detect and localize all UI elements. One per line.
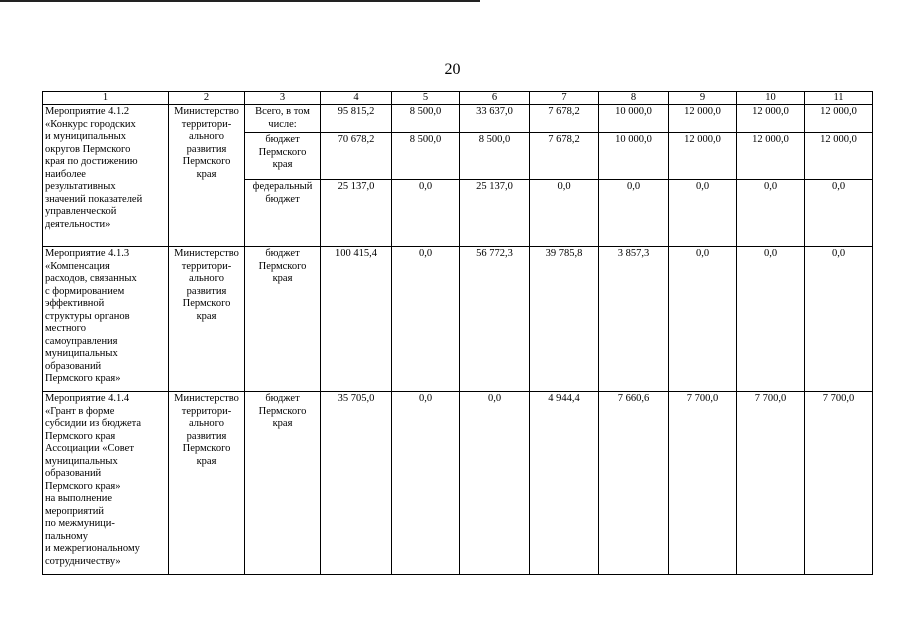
- amount-cell: 35 705,0: [321, 392, 392, 575]
- amount-cell: 12 000,0: [737, 105, 805, 133]
- amount-cell: 0,0: [805, 180, 873, 247]
- responsible-line: территори-: [181, 260, 232, 272]
- funding-source-line: Пермского: [258, 260, 307, 272]
- activity-name-line: деятельности»: [45, 218, 111, 230]
- amount-cell: 12 000,0: [669, 133, 737, 180]
- activity-name-line: и межрегиональному: [45, 543, 140, 554]
- amount-cell: 8 500,0: [460, 133, 530, 180]
- responsible-line: Пермского: [182, 156, 231, 167]
- funding-source-line: Всего, в том: [255, 106, 310, 117]
- activity-name-line: Пермского края»: [45, 373, 121, 384]
- activity-name-line: по межмуници-: [45, 518, 115, 529]
- responsible-line: Министерство: [174, 393, 239, 404]
- responsible-line: края: [196, 168, 217, 180]
- responsible-line: Пермского: [182, 298, 231, 309]
- funding-source-line: бюджет: [265, 248, 300, 259]
- amount-cell: 10 000,0: [599, 133, 669, 180]
- responsible-cell: [169, 392, 245, 575]
- page-top-border: [0, 0, 480, 2]
- table-row: [43, 392, 873, 575]
- activity-name-line: результативных: [45, 181, 116, 192]
- amount-cell: 0,0: [392, 247, 460, 392]
- responsible-line: развития: [186, 143, 227, 155]
- amount-cell: 0,0: [737, 247, 805, 392]
- activity-name-cell: [43, 247, 169, 392]
- page-number: 20: [444, 61, 461, 78]
- funding-source-cell: [245, 392, 321, 575]
- amount-cell: 8 500,0: [392, 105, 460, 133]
- responsible-line: развития: [186, 430, 227, 442]
- activity-name-line: с формированием: [45, 285, 125, 297]
- activity-name-line: наиболее: [45, 168, 86, 180]
- column-header: 6: [460, 92, 530, 105]
- funding-source-line: Пермского: [258, 405, 307, 417]
- amount-cell: 95 815,2: [321, 105, 392, 133]
- activity-name-line: Пермского края»: [45, 480, 121, 492]
- amount-cell: 0,0: [530, 180, 599, 247]
- funding-source-cell: [245, 105, 321, 133]
- responsible-line: Пермского: [182, 443, 231, 454]
- column-header: 1: [43, 92, 169, 105]
- activity-name-line: местного: [45, 323, 86, 334]
- amount-cell: 7 700,0: [669, 392, 737, 575]
- funding-source-line: края: [272, 418, 293, 429]
- amount-cell: 0,0: [737, 180, 805, 247]
- activity-name-line: значений показателей: [45, 193, 143, 205]
- amount-cell: 100 415,4: [321, 247, 392, 392]
- amount-cell: 56 772,3: [460, 247, 530, 392]
- amount-cell: 8 500,0: [392, 133, 460, 180]
- funding-source-line: числе:: [268, 118, 297, 130]
- amount-cell: 33 637,0: [460, 105, 530, 133]
- activity-name-line: Ассоциации «Совет: [45, 443, 134, 454]
- header-row: [43, 92, 873, 105]
- column-header: 3: [245, 92, 321, 105]
- funding-source-line: бюджет: [265, 393, 300, 404]
- activity-name-line: Мероприятие 4.1.2: [45, 106, 130, 117]
- amount-cell: 0,0: [669, 247, 737, 392]
- amount-cell: 7 660,6: [599, 392, 669, 575]
- activity-name-line: эффективной: [45, 298, 105, 309]
- amount-cell: 39 785,8: [530, 247, 599, 392]
- responsible-line: края: [196, 310, 217, 322]
- activity-name-line: округов Пермского: [45, 143, 131, 155]
- funding-source-cell: [245, 180, 321, 247]
- activity-name-line: управленческой: [45, 206, 117, 217]
- responsible-line: ального: [189, 273, 224, 284]
- activity-name-line: структуры органов: [45, 310, 130, 322]
- amount-cell: 4 944,4: [530, 392, 599, 575]
- column-header: 10: [737, 92, 805, 105]
- funding-source-line: Пермского: [258, 146, 307, 158]
- amount-cell: 10 000,0: [599, 105, 669, 133]
- activity-name-line: «Компенсация: [45, 260, 110, 272]
- funding-source-line: края: [272, 159, 293, 170]
- amount-cell: 7 678,2: [530, 105, 599, 133]
- amount-cell: 0,0: [392, 392, 460, 575]
- column-header: 7: [530, 92, 599, 105]
- column-header: 2: [169, 92, 245, 105]
- activity-name-line: сотрудничеству»: [45, 555, 121, 567]
- amount-cell: 25 137,0: [321, 180, 392, 247]
- responsible-line: ального: [189, 418, 224, 429]
- activity-name-line: образований: [45, 360, 102, 372]
- funding-source-line: бюджет: [265, 193, 300, 205]
- funding-source-line: федеральный: [252, 181, 313, 192]
- activity-name-line: и муниципальных: [45, 131, 126, 142]
- funding-source-line: бюджет: [265, 134, 300, 145]
- activity-name-line: Мероприятие 4.1.4: [45, 393, 130, 404]
- responsible-line: Министерство: [174, 248, 239, 259]
- amount-cell: 0,0: [599, 180, 669, 247]
- funding-source-line: края: [272, 273, 293, 284]
- amount-cell: 7 678,2: [530, 133, 599, 180]
- responsible-cell: [169, 105, 245, 247]
- amount-cell: 0,0: [669, 180, 737, 247]
- amount-cell: 70 678,2: [321, 133, 392, 180]
- column-header: 4: [321, 92, 392, 105]
- amount-cell: 25 137,0: [460, 180, 530, 247]
- table-row: [43, 105, 873, 133]
- column-header: 8: [599, 92, 669, 105]
- responsible-line: ального: [189, 131, 224, 142]
- responsible-cell: [169, 247, 245, 392]
- activity-name-line: муниципальных: [45, 348, 118, 359]
- amount-cell: 3 857,3: [599, 247, 669, 392]
- activity-name-line: мероприятий: [45, 505, 104, 517]
- column-header: 9: [669, 92, 737, 105]
- responsible-line: территори-: [181, 405, 232, 417]
- responsible-line: развития: [186, 285, 227, 297]
- amount-cell: 12 000,0: [669, 105, 737, 133]
- responsible-line: Министерство: [174, 106, 239, 117]
- activity-name-line: расходов, связанных: [45, 273, 137, 284]
- responsible-line: территори-: [181, 118, 232, 130]
- activity-name-line: субсидии из бюджета: [45, 418, 142, 429]
- activity-name-line: Мероприятие 4.1.3: [45, 248, 130, 259]
- activity-name-line: муниципальных: [45, 455, 118, 467]
- activity-name-line: пальному: [45, 530, 88, 542]
- amount-cell: 0,0: [805, 247, 873, 392]
- funding-source-cell: [245, 247, 321, 392]
- table-row: [43, 247, 873, 392]
- amount-cell: 12 000,0: [737, 133, 805, 180]
- activity-name-cell: [43, 392, 169, 575]
- funding-source-cell: [245, 133, 321, 180]
- column-header: 5: [392, 92, 460, 105]
- activity-name-line: образований: [45, 468, 102, 479]
- activity-name-line: на выполнение: [45, 493, 113, 504]
- column-header: 11: [805, 92, 873, 105]
- amount-cell: 0,0: [392, 180, 460, 247]
- activity-name-line: «Грант в форме: [45, 405, 115, 417]
- activity-name-line: Пермского края: [45, 430, 116, 442]
- program-table: [42, 91, 873, 575]
- activity-name-line: края по достижению: [45, 156, 138, 167]
- activity-name-cell: [43, 105, 169, 247]
- amount-cell: 0,0: [460, 392, 530, 575]
- amount-cell: 12 000,0: [805, 133, 873, 180]
- amount-cell: 7 700,0: [737, 392, 805, 575]
- activity-name-line: «Конкурс городских: [45, 118, 136, 130]
- amount-cell: 7 700,0: [805, 392, 873, 575]
- activity-name-line: самоуправления: [45, 335, 118, 347]
- amount-cell: 12 000,0: [805, 105, 873, 133]
- responsible-line: края: [196, 455, 217, 467]
